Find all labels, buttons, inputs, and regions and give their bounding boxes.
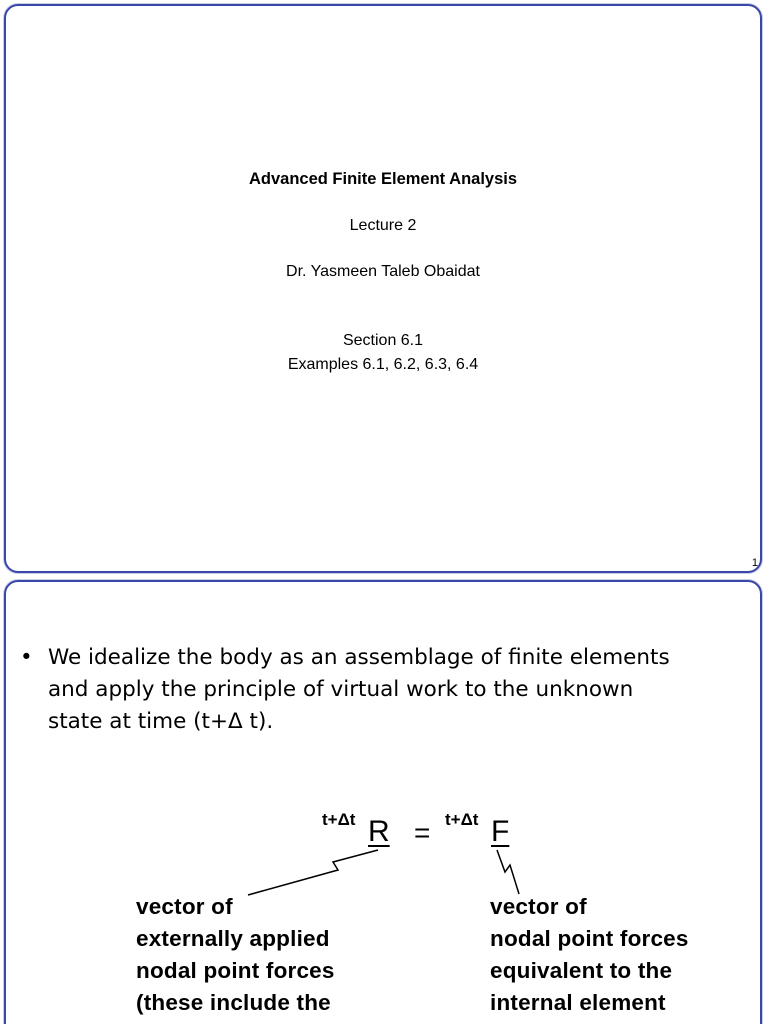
equation-left-superscript: t+Δt [322,810,356,829]
left-description [136,891,335,1019]
bullet-line: state at time (t+Δ t). [48,709,274,734]
slide-title: Advanced Finite Element Analysis [248,170,518,188]
right-description-line: vector of [490,894,587,919]
lecture-number: Lecture 2 [349,217,417,234]
equation-left-symbol: R [368,815,390,848]
equation-right-superscript: t+Δt [445,810,479,829]
author-name: Dr. Yasmeen Taleb Obaidat [286,263,480,280]
left-description-line: externally applied [136,926,330,951]
right-leader-line [497,850,519,894]
section-label: Section 6.1 [342,332,424,349]
slide-2 [4,580,762,1024]
bullet-line: and apply the principle of virtual work to the unknown [48,677,634,702]
page-number: 1 [751,557,758,569]
right-description-line: nodal point forces [490,926,689,951]
left-description-line: (these include the [136,990,331,1015]
examples-label: Examples 6.1, 6.2, 6.3, 6.4 [287,356,479,373]
right-description-line: internal element [490,990,666,1015]
bullet-icon: • [20,645,33,670]
left-description-line: nodal point forces [136,958,335,983]
equation-right-symbol: F [491,815,510,848]
slide-1 [4,4,762,573]
right-description [490,891,689,1019]
bullet-line: We idealize the body as an assemblage of finite elements [48,645,670,670]
left-leader-line [248,850,378,895]
right-description-line: equivalent to the [490,958,673,983]
left-description-line: vector of [136,894,233,919]
equation-equals: = [414,817,431,848]
